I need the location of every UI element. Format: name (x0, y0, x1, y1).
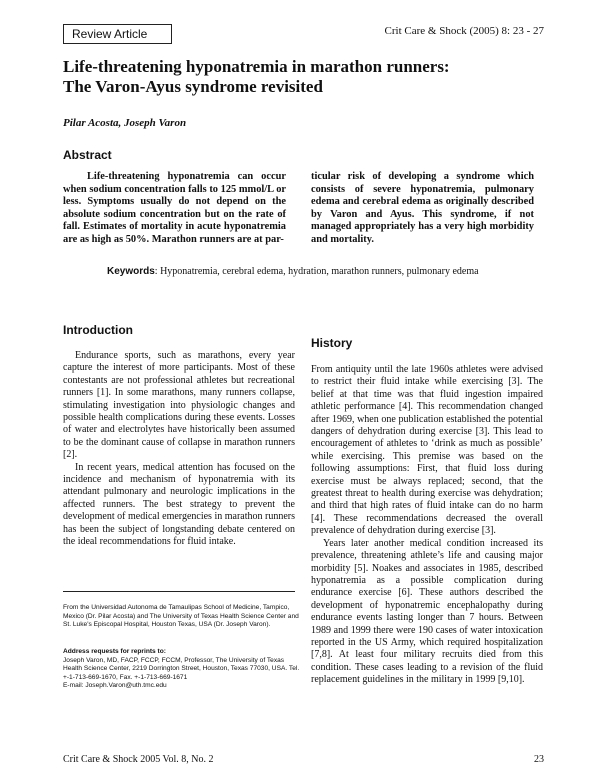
introduction-paragraph: Endurance sports, such as marathons, every year capture the interest of more participants. Most of these contestants are not professional athletes but recreational runners [1]. In some marathons, many runners collapse, stimulating investigation into physiologic changes and possible health complications during these events. Losses of water and electrolytes have historically been assumed to be the dominant cause of collapse in marathon runners [2]. (63, 350, 295, 461)
history-heading: History (311, 336, 353, 350)
introduction-body (63, 350, 295, 549)
keywords (107, 266, 557, 277)
keywords-text: : Hyponatremia, cerebral edema, hydration, marathon runners, pulmonary edema (154, 266, 479, 277)
keywords-label: Keywords (107, 266, 155, 277)
page-number: 23 (534, 754, 544, 765)
title-line-2: The Varon-Ayus syndrome revisited (63, 77, 323, 96)
author-email: E-mail: Joseph.Varon@uth.tmc.edu (63, 682, 167, 690)
article-type-badge: Review Article (63, 24, 172, 44)
footer-citation: Crit Care & Shock 2005 Vol. 8, No. 2 (63, 754, 214, 765)
introduction-paragraph: In recent years, medical attention has focused on the incidence and mechanism of hyponatremia with its attendant pulmonary and neurologic implications in the affected runners. The best strategy to prevent the development of medical emergencies in marathon runners has been the subject of longstanding debate centered on the ideal recommendations for fluid intake. (63, 461, 295, 548)
journal-reference: Crit Care & Shock (2005) 8: 23 - 27 (384, 25, 544, 37)
article-title (63, 57, 523, 97)
abstract-column-2: ticular risk of developing a syndrome which consists of severe hyponatremia, pulmonary edema and cerebral edema as originally described by Varon and Ayus. This syndrome, if not managed appropriately has a very high morbidity and mortality. (311, 171, 534, 245)
reprints-label: Address requests for reprints to: (63, 648, 166, 655)
abstract-heading: Abstract (63, 148, 112, 162)
authors: Pilar Acosta, Joseph Varon (63, 117, 187, 129)
title-line-1: Life-threatening hyponatremia in marathon runners: (63, 57, 450, 76)
history-paragraph: From antiquity until the late 1960s athletes were advised to restrict their fluid intake while exercising [3]. The belief at that time was that fluid ingestion impaired athletic performance [4]. This recommendation changed after 1969, when one publication established the potential dangers of dehydration during exercise [3]. This lead to encouragement of athletes to ‘drink as much as possible’ while exercising. This premise was based on the following assumptions: First, that fluid loss during exercise must be always replaced; second, that the greatest threat to health during exercise was dehydration; and third that high rates of fluid intake can do no harm [4]. These recommendations decreased the overall prevalence of dehydration during exercise [3]. (311, 364, 543, 537)
history-paragraph: Years later another medical condition increased its prevalence, threatening athlete’s life and causing major morbidity [5]. Noakes and associates in 1985, described hyponatremia as a possible complication during endurance exercise [6]. These authors described the development of hyponatremic encephalopathy during endurance events lasting longer than 7 hours. Between 1989 and 1999 there were 190 cases of water intoxication reported in the US Army, which required hospitalization [7,8]. At least four military recruits died from this condition. These cases leading to a revision of the fluid replacement guidelines in the military in 1999 [9,10]. (311, 537, 543, 686)
reprint-address (63, 648, 301, 691)
abstract-column-1: Life-threatening hyponatremia can occur when sodium concentration falls to 125 mmol/L or less. Symptoms usually do not depend on the absolute sodium concentration but on the rate of fall. Estimates of mortality in acute hyponatremia are as high as 50%. Marathon runners are at par- (63, 171, 286, 245)
author-affiliation: From the Universidad Autonoma de Tamaulipas School of Medicine, Tampico, Mexico (Dr. Pilar Acosta) and The University of Texas Health Science Center and St. Luke's Episcopal Hospital, Houston Texas, USA (Dr. Joseph Varon). (63, 604, 299, 629)
footnote-divider (63, 591, 295, 592)
history-body (311, 364, 543, 687)
reprints-address-text: Joseph Varon, MD, FACP, FCCP, FCCM, Professor, The University of Texas Health Science Center, 2219 Dorrington Street, Houston, Texas 77030, USA. Tel. +-1-713-669-1670, Fax. +-1-713-669-1671 (63, 656, 300, 681)
introduction-heading: Introduction (63, 323, 133, 337)
